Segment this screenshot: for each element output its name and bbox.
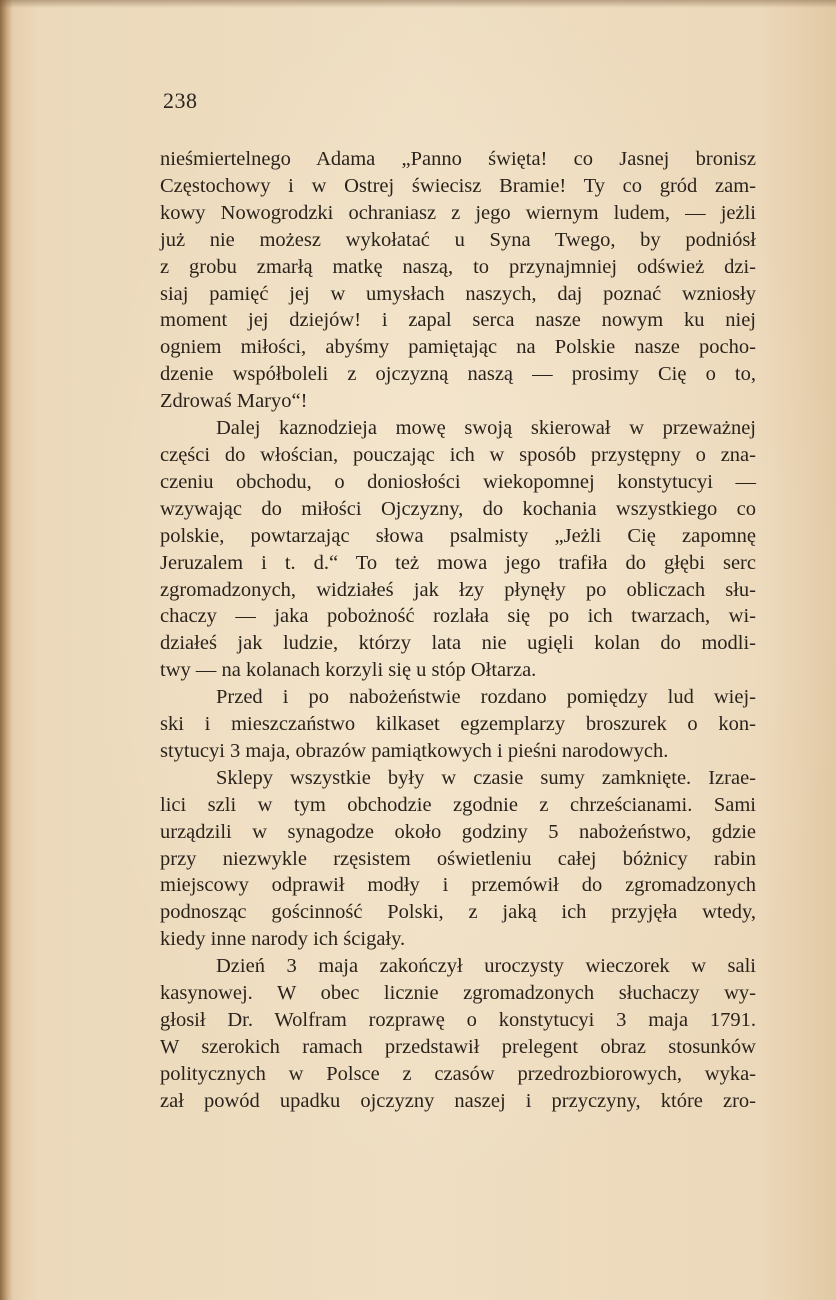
text-line: zał powód upadku ojczyzny naszej i przyczyny, które zro- — [160, 1089, 756, 1112]
paragraph-2 — [160, 415, 756, 684]
text-line: chaczy — jaka pobożność rozlała się po ich twarzach, wi- — [160, 605, 756, 628]
text-line: Częstochowy i w Ostrej świecisz Bramie! Ty co gród zam- — [160, 174, 756, 197]
text-line: czeniu obchodu, o doniosłości wiekopomnej konstytucyi — — [160, 470, 756, 493]
page-number: 238 — [163, 88, 198, 113]
paragraph-3 — [160, 684, 756, 765]
paragraph-1 — [160, 146, 756, 415]
text-line: polskie, powtarzając słowa psalmisty „Jeżli Cię zapomnę — [160, 524, 756, 547]
text-line: już nie możesz wykołatać u Syna Twego, by podniósł — [160, 228, 756, 251]
text-line: Zdrowaś Maryo“! — [160, 390, 308, 413]
text-line: moment jej dziejów! i zapal serca nasze nowym ku niej — [160, 309, 756, 332]
paragraph-5 — [160, 953, 756, 1114]
text-line: kiedy inne narody ich ścigały. — [160, 928, 406, 951]
page-top-shadow — [0, 0, 836, 8]
text-line: Dzień 3 maja zakończył uroczysty wieczorek w sali — [216, 955, 756, 978]
text-line: W szerokich ramach przedstawił prelegent obraz stosunków — [160, 1035, 756, 1058]
text-line: Sklepy wszystkie były w czasie sumy zamknięte. Izrae- — [216, 766, 756, 789]
text-line: Jeruzalem i t. d.“ To też mowa jego trafiła do głębi serc — [160, 551, 756, 574]
text-line: siaj pamięć jej w umysłach naszych, daj poznać wzniosły — [160, 282, 756, 305]
text-line: kowy Nowogrodzki ochraniasz z jego wiernym ludem, — jeżli — [160, 201, 756, 224]
text-line: nieśmiertelnego Adama „Panno święta! co Jasnej bronisz — [160, 148, 756, 170]
paragraph-4 — [160, 765, 756, 953]
body-text — [160, 146, 756, 1115]
book-binding-edge — [0, 0, 12, 1300]
text-line: działeś jak ludzie, którzy lata nie ugięli kolan do modli- — [160, 632, 756, 655]
text-line: części do włościan, pouczając ich w sposób przystępny o zna- — [160, 443, 756, 466]
text-line: Dalej kaznodzieja mowę swoją skierował w przeważnej — [216, 417, 756, 440]
text-line: politycznych w Polsce z czasów przedrozbiorowych, wyka- — [160, 1062, 756, 1085]
text-line: podnosząc gościnność Polski, z jaką ich przyjęła wtedy, — [160, 901, 756, 924]
text-line: zgromadzonych, widziałeś jak łzy płynęły po obliczach słu- — [160, 578, 756, 601]
text-line: Przed i po nabożeństwie rozdano pomiędzy lud wiej- — [216, 686, 756, 709]
text-line: urządzili w synagodze około godziny 5 nabożeństwo, gdzie — [160, 820, 756, 843]
text-line: wzywając do miłości Ojczyzny, do kochania wszystkiego co — [160, 497, 756, 520]
text-line: głosił Dr. Wolfram rozprawę o konstytucyi 3 maja 1791. — [160, 1009, 756, 1031]
text-line: lici szli w tym obchodzie zgodnie z chrześcianami. Sami — [160, 793, 756, 816]
text-line: stytucyi 3 maja, obrazów pamiątkowych i pieśni narodowych. — [160, 739, 669, 762]
text-line: kasynowej. W obec licznie zgromadzonych słuchaczy wy- — [160, 982, 756, 1005]
text-line: ogniem miłości, abyśmy pamiętając na Polskie nasze pocho- — [160, 336, 756, 359]
text-line: ski i mieszczaństwo kilkaset egzemplarzy broszurek o kon- — [160, 713, 756, 736]
text-line: miejscowy odprawił modły i przemówił do zgromadzonych — [160, 874, 756, 897]
text-line: dzenie współboleli z ojczyzną naszą — prosimy Cię o to, — [160, 363, 756, 386]
text-line: twy — na kolanach korzyli się u stóp Ołtarza. — [160, 659, 537, 682]
text-line: z grobu zmarłą matkę naszą, to przynajmniej odśwież dzi- — [160, 255, 756, 278]
text-line: przy niezwykle rzęsistem oświetleniu całej bóżnicy rabin — [160, 847, 756, 870]
